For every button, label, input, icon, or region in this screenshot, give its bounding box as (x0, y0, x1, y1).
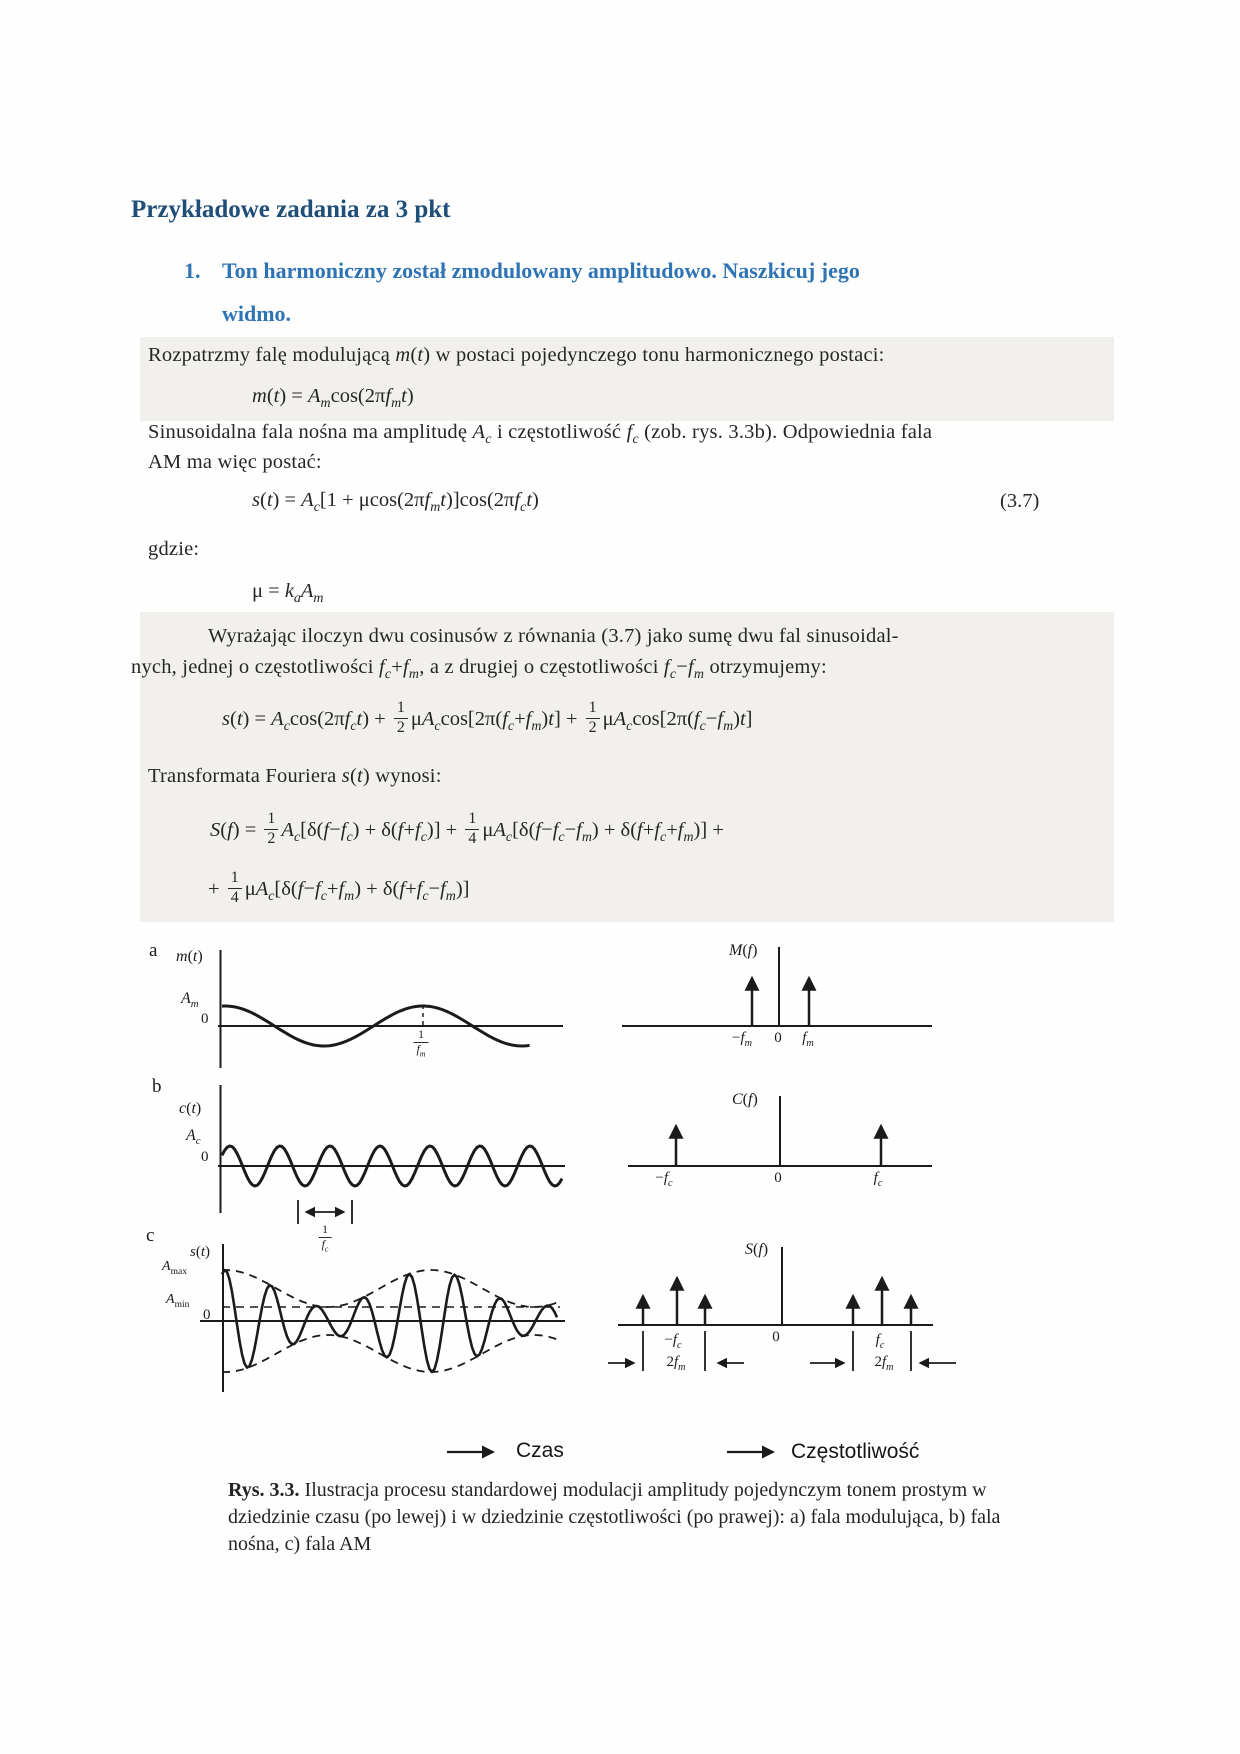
paragraph-sinusoidalna-line2: AM ma więc postać: (148, 451, 322, 473)
paragraph-wyrazajac-line2: nych, jednej o częstotliwości $f_c+f_m$, a z drugiej o częstotliwości $f_c-f_m$ otrzymujemy: (131, 656, 827, 683)
fig-c-spec-right-bandwidth-2fm: $2f_m$ (874, 1354, 894, 1373)
paragraph-wyrazajac-line1: Wyrażając iloczyn dwu cosinusów z równania (3.7) jako sumę dwu fal sinusoidal- (208, 625, 899, 647)
frequency-axis-label: Częstotliwość (791, 1440, 920, 1463)
paragraph-sinusoidalna-line1: Sinusoidalna fala nośna ma amplitudę $A_c$ i częstotliwość $f_c$ (zob. rys. 3.3b). Odpowiednia fala (148, 421, 933, 448)
formula-modulation-index: $\mu = k_aA_m$ (252, 580, 324, 607)
fig-b-spectrum-title-Cf: C(f) (732, 1091, 758, 1108)
fig-b-zero: 0 (201, 1149, 209, 1165)
task-text-line2: widmo. (222, 301, 292, 326)
task-number: 1. (184, 258, 201, 283)
fig-c-ylabel-st: s(t) (190, 1244, 211, 1260)
fig-c-spec-left-bandwidth-2fm: $2f_m$ (666, 1354, 686, 1373)
fig-c-spectrum-title-Sf: S(f) (745, 1241, 769, 1258)
figure-caption-lead: Rys. 3.3. (228, 1479, 300, 1501)
fig-a-spec-minus-fm: $-f_m$ (732, 1030, 752, 1049)
task-text-line1: Ton harmoniczny został zmodulowany amplitudowo. Naszkicuj jego (222, 258, 860, 283)
fig-a-period-label: $\frac{1}{f_m}$ (411, 1031, 432, 1061)
time-axis-label: Czas (516, 1439, 564, 1462)
fig-row-c-letter: c (146, 1225, 155, 1246)
fig-b-spec-zero: 0 (774, 1170, 782, 1186)
fig-b-ylabel-ct: c(t) (179, 1100, 202, 1117)
fig-row-b-letter: b (152, 1076, 162, 1097)
equation-number: (3.7) (1000, 490, 1040, 512)
formula-fourier-line2: + $\frac{1}{4}$ $\mu A_c[\delta(f-f_c+f_m) + \delta(f+f_c-f_m)]$ (208, 869, 470, 906)
formula-sum-of-cosines: $s(t) = A_c\cos(2\pi f_ct)$ + $\frac{1}{2}$ $\mu A_c\cos[2\pi(f_c+f_m)t]$ + $\frac{1}{2}$ $\mu A_c\cos[2\pi(f_c-f_m)t]$ (222, 699, 753, 736)
fig-c-amplitude-Amax: $A_{max}$ (162, 1259, 187, 1277)
fig-a-spectrum-title-Mf: M(f) (729, 942, 758, 959)
section-heading: Przykładowe zadania za 3 pkt (131, 196, 451, 223)
label-gdzie: gdzie: (148, 538, 200, 560)
fig-c-amplitude-Amin: $A_{min}$ (166, 1292, 190, 1310)
fig-b-spec-minus-fc: $-f_c$ (655, 1170, 673, 1189)
paragraph-rozpatrzmy: Rozpatrzmy falę modulującą m(t) w postaci pojedynczego tonu harmonicznego postaci: (148, 344, 885, 366)
fig-a-ylabel-mt: m(t) (176, 948, 203, 965)
formula-am-wave: $s(t) = A_c[1 + \mu\cos(2\pi f_mt)]\cos(2\pi f_ct)$ (252, 489, 539, 516)
fig-c-zero: 0 (203, 1307, 211, 1323)
formula-modulating-tone: $m(t) = A_m\cos(2\pi f_mt)$ (252, 385, 414, 412)
fig-b-period-label: $\frac{1}{f_c}$ (316, 1226, 335, 1256)
fig-a-zero: 0 (201, 1011, 209, 1027)
fig-a-spec-zero: 0 (774, 1030, 782, 1046)
formula-fourier-line1: S(f) = $\frac{1}{2}$ $A_c[\delta(f-f_c) + \delta(f+f_c)]$ + $\frac{1}{4}$ $\mu A_c[\delta(f-f_c-f_m) + \delta(f+f_c+f_m)]$ + (210, 810, 724, 847)
fig-b-spec-fc: $f_c$ (873, 1170, 883, 1189)
fig-c-spec-fc: $f_c$ (875, 1332, 885, 1351)
fig-a-amplitude-Am: $A_m$ (181, 990, 199, 1011)
figure-caption (228, 1477, 1028, 1558)
fig-row-a-letter: a (149, 940, 158, 961)
fig-c-spec-zero: 0 (772, 1329, 780, 1345)
fig-c-spec-minus-fc: $-f_c$ (664, 1332, 682, 1351)
paragraph-transformata: Transformata Fouriera s(t) wynosi: (148, 765, 442, 787)
fig-a-spec-fm: $f_m$ (802, 1030, 814, 1049)
fig-b-amplitude-Ac: $A_c$ (186, 1127, 201, 1148)
figure-caption-text: Ilustracja procesu standardowej modulacji amplitudy pojedynczym tonem prostym w dziedzinie czasu (po lewej) i w dziedzinie częstotliwości (po prawej): a) fala modulująca, b) fala nośna, c) fala AM (228, 1479, 1001, 1555)
